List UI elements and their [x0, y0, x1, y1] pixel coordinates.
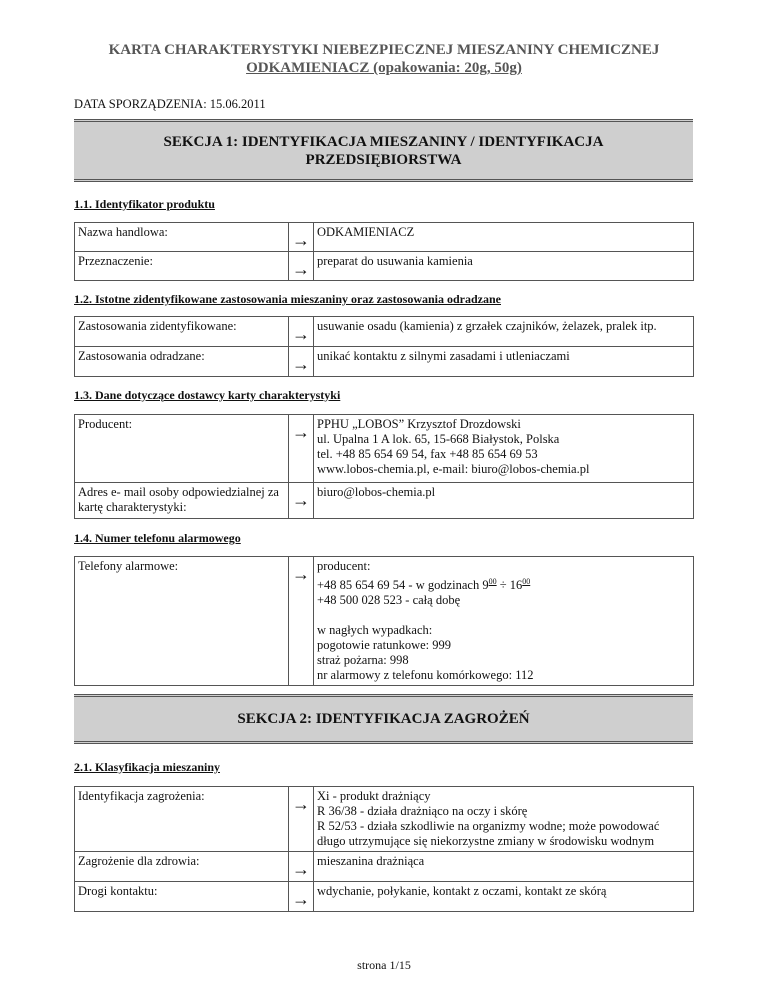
- row-value: usuwanie osadu (kamienia) z grzałek czajników, żelazek, pralek itp.: [314, 317, 694, 347]
- row-label: Zastosowania zidentyfikowane:: [75, 317, 289, 347]
- text-line: producent:: [317, 559, 371, 573]
- creation-date: DATA SPORZĄDZENIA: 15.06.2011: [74, 97, 266, 111]
- producer-line: tel. +48 85 654 69 54, fax +48 85 654 69 53: [317, 447, 538, 461]
- document-subtitle: ODKAMIENIACZ (opakowania: 20g, 50g): [246, 60, 522, 76]
- arrow-icon: →: [289, 223, 314, 252]
- section-title: SEKCJA 1: IDENTYFIKACJA MIESZANINY / IDENTYFIKACJA: [163, 133, 604, 150]
- hours: ÷ 16: [496, 578, 523, 593]
- section-2-header: SEKCJA 2: IDENTYFIKACJA ZAGROŻEŃ: [74, 694, 693, 744]
- arrow-icon: →: [289, 252, 314, 281]
- row-label: Identyfikacja zagrożenia:: [75, 787, 289, 852]
- hazard-details: [314, 787, 694, 852]
- emergency-details: [314, 557, 694, 686]
- arrow-icon: →: [289, 787, 314, 852]
- classification-table: [74, 786, 694, 912]
- producer-line: PPHU „LOBOS” Krzysztof Drozdowski: [317, 417, 521, 431]
- superscript: 00: [522, 577, 531, 586]
- heading-1-1: 1.1. Identyfikator produktu: [74, 197, 215, 211]
- row-value: biuro@lobos-chemia.pl: [314, 483, 694, 519]
- row-value: wdychanie, połykanie, kontakt z oczami, kontakt ze skórą: [314, 882, 694, 912]
- producer-line: ul. Upalna 1 A lok. 65, 15-668 Białystok, Polska: [317, 432, 560, 446]
- row-label: Producent:: [75, 415, 289, 483]
- row-value: mieszanina drażniąca: [314, 852, 694, 882]
- arrow-icon: →: [289, 483, 314, 519]
- row-value: unikać kontaktu z silnymi zasadami i utleniaczami: [314, 347, 694, 377]
- arrow-icon: →: [289, 415, 314, 483]
- row-label: Przeznaczenie:: [75, 252, 289, 281]
- row-label: Nazwa handlowa:: [75, 223, 289, 252]
- text-line: w nagłych wypadkach:: [317, 623, 433, 638]
- table-row: [75, 252, 694, 281]
- arrow-icon: →: [289, 882, 314, 912]
- table-row: [75, 882, 694, 912]
- phone: +48 85 654 69 54 - w godzinach 9: [317, 578, 489, 593]
- arrow-icon: →: [289, 317, 314, 347]
- producer-details: [314, 415, 694, 483]
- row-label: Adres e- mail osoby odpowiedzialnej za kartę charakterystyki:: [75, 483, 289, 519]
- product-identifier-table: [74, 222, 694, 281]
- text-line: +48 500 028 523 - całą dobę: [317, 593, 461, 608]
- row-label: Telefony alarmowe:: [75, 557, 289, 686]
- section-title: PRZEDSIĘBIORSTWA: [305, 151, 462, 168]
- uses-table: [74, 316, 694, 377]
- arrow-icon: →: [289, 347, 314, 377]
- heading-1-3: 1.3. Dane dotyczące dostawcy karty charakterystyki: [74, 388, 341, 402]
- row-value: ODKAMIENIACZ: [314, 223, 694, 252]
- superscript: 00: [488, 577, 497, 586]
- row-label: Zagrożenie dla zdrowia:: [75, 852, 289, 882]
- text-line: straż pożarna: 998: [317, 653, 409, 668]
- row-label: Drogi kontaktu:: [75, 882, 289, 912]
- arrow-icon: →: [289, 852, 314, 882]
- text-line: pogotowie ratunkowe: 999: [317, 638, 452, 653]
- heading-1-2: 1.2. Istotne zidentyfikowane zastosowania mieszaniny oraz zastosowania odradzane: [74, 292, 501, 306]
- supplier-table: [74, 414, 694, 519]
- table-row: [75, 223, 694, 252]
- table-row: [75, 415, 694, 483]
- document-title: KARTA CHARAKTERYSTYKI NIEBEZPIECZNEJ MIESZANINY CHEMICZNEJ: [108, 42, 660, 58]
- text-line: Xi - produkt drażniący: [317, 789, 431, 803]
- section-1-header: [74, 119, 693, 182]
- emergency-phone-table: [74, 556, 694, 686]
- table-row: [75, 483, 694, 519]
- text-line: R 36/38 - działa drażniąco na oczy i skórę: [317, 804, 528, 818]
- table-row: [75, 787, 694, 852]
- page-number: strona 1/15: [357, 958, 411, 972]
- arrow-icon: →: [289, 557, 314, 686]
- producer-line: www.lobos-chemia.pl, e-mail: biuro@lobos-chemia.pl: [317, 462, 590, 476]
- text-line: nr alarmowy z telefonu komórkowego: 112: [317, 668, 534, 683]
- text-line: [317, 574, 690, 593]
- row-value: preparat do usuwania kamienia: [314, 252, 694, 281]
- heading-1-4: 1.4. Numer telefonu alarmowego: [74, 531, 241, 545]
- table-row: [75, 347, 694, 377]
- text-line: R 52/53 - działa szkodliwie na organizmy wodne; może powodować długo utrzymujące się niekorzystne zmiany w środowisku wodnym: [317, 819, 660, 848]
- table-row: [75, 317, 694, 347]
- row-label: Zastosowania odradzane:: [75, 347, 289, 377]
- table-row: [75, 852, 694, 882]
- table-row: [75, 557, 694, 686]
- heading-2-1: 2.1. Klasyfikacja mieszaniny: [74, 760, 220, 774]
